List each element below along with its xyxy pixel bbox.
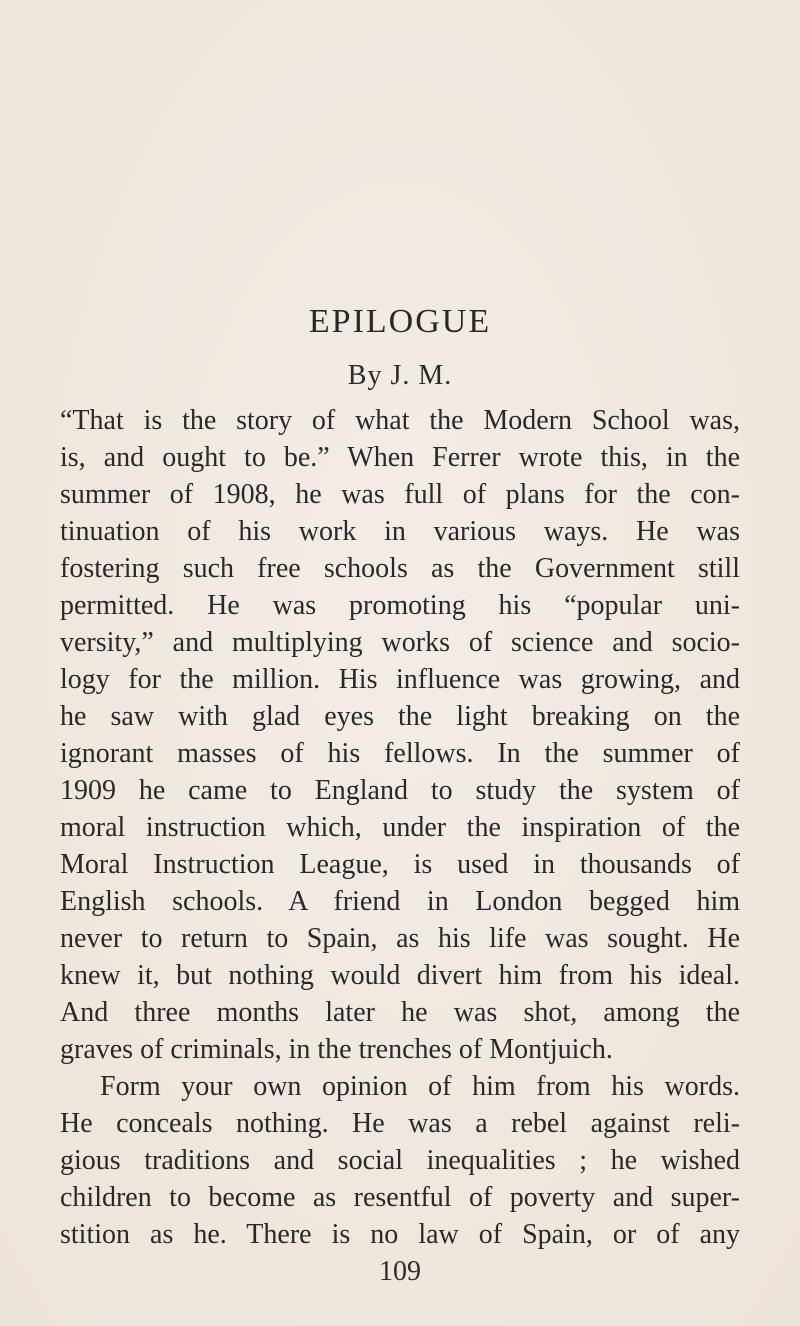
chapter-title: EPILOGUE (308, 303, 492, 340)
text-line: Moral Instruction League, is used in thousands of (60, 849, 740, 880)
text-line: And three months later he was shot, among the (60, 997, 740, 1028)
text-line: summer of 1908, he was full of plans for the con- (60, 479, 740, 510)
text-line: knew it, but nothing would divert him from his ideal. (60, 960, 740, 991)
text-line: fostering such free schools as the Government still (60, 553, 740, 584)
text-line: 1909 he came to England to study the system of (60, 775, 740, 806)
text-line: he saw with glad eyes the light breaking on the (60, 701, 740, 732)
text-line: graves of criminals, in the trenches of Montjuich. (60, 1034, 613, 1065)
text-line: tinuation of his work in various ways. He was (60, 516, 740, 547)
text-line: ignorant masses of his fellows. In the summer of (60, 738, 740, 769)
text-line: moral instruction which, under the inspiration of the (60, 812, 740, 843)
text-line: versity,” and multiplying works of science and socio- (60, 627, 740, 658)
text-line: “That is the story of what the Modern School was, (60, 405, 740, 436)
text-line: stition as he. There is no law of Spain, or of any (60, 1219, 740, 1250)
text-line: Form your own opinion of him from his words. (100, 1071, 740, 1102)
text-line: is, and ought to be.” When Ferrer wrote this, in the (60, 442, 740, 473)
text-line: gious traditions and social inequalities ; he wished (60, 1145, 740, 1176)
author-byline: By J. M. (347, 360, 453, 391)
text-line: English schools. A friend in London begged him (60, 886, 740, 917)
page-number: 109 (379, 1256, 421, 1287)
text-line: children to become as resentful of poverty and super- (60, 1182, 740, 1213)
text-line: permitted. He was promoting his “popular uni- (60, 590, 740, 621)
text-line: He conceals nothing. He was a rebel against reli- (60, 1108, 740, 1139)
text-line: never to return to Spain, as his life was sought. He (60, 923, 740, 954)
text-line: logy for the million. His influence was growing, and (60, 664, 740, 695)
